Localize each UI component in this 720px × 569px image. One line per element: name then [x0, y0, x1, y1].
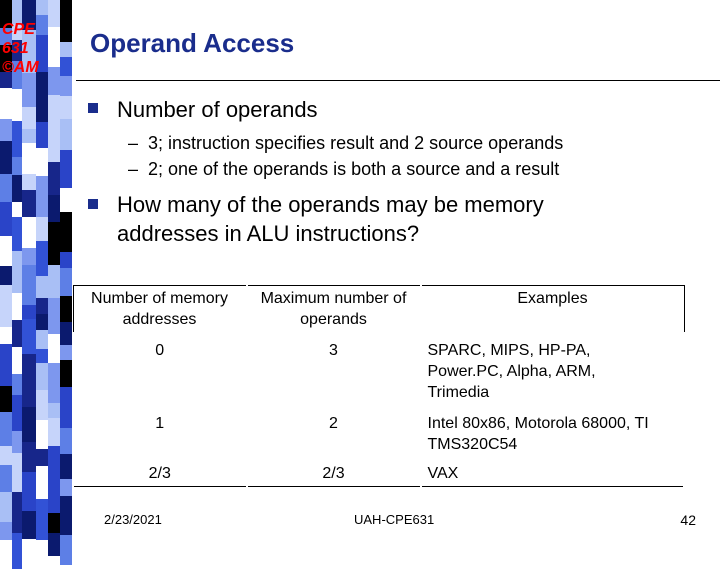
stripe-block [60, 360, 72, 387]
stripe-block [36, 241, 48, 276]
stripe-block [12, 157, 22, 175]
stripe-block [0, 285, 12, 327]
stripe-block [0, 465, 12, 492]
stripe-block [60, 454, 72, 479]
stripe-block [22, 319, 36, 354]
stripe-block [22, 387, 36, 407]
stripe-block [60, 428, 72, 454]
stripe-block [22, 265, 36, 305]
stripe-block [12, 89, 22, 121]
stripe-block [36, 0, 48, 15]
stripe-block [12, 374, 22, 395]
stripe-block [48, 334, 60, 363]
stripe-block [36, 298, 48, 314]
stripe-block [12, 251, 22, 293]
stripe-block [22, 442, 36, 472]
table-row [73, 333, 684, 406]
stripe-block [36, 176, 48, 190]
stripe-block [48, 162, 60, 195]
stripe-block [48, 403, 60, 418]
dash-icon: – [128, 133, 139, 153]
sub-bullet-1 [128, 131, 563, 155]
example-line: Power.PC, Alpha, ARM, [427, 363, 596, 380]
stripe-block [0, 141, 12, 174]
example-line: Trimedia [427, 384, 490, 401]
stripe-block [12, 492, 22, 533]
logo-line-1: CPE [2, 21, 35, 38]
stripe-block [0, 412, 12, 446]
stripe-block [22, 129, 36, 143]
footer-center: UAH-CPE631 [354, 512, 435, 527]
example-line: VAX [427, 465, 459, 482]
stripe-block [0, 386, 12, 412]
stripe-block [36, 190, 48, 217]
operands-table [72, 285, 685, 487]
stripe-block [36, 466, 48, 499]
stripe-block [36, 349, 48, 363]
stripe-block [0, 446, 12, 465]
stripe-block [60, 345, 72, 360]
stripe-block [48, 513, 60, 533]
stripe-block [0, 88, 12, 119]
stripe-block [60, 296, 72, 322]
page-number: 42 [680, 512, 696, 528]
cell-examples [421, 458, 685, 487]
header-max-operands [247, 286, 421, 334]
stripe-block [0, 492, 12, 522]
example-line: Intel 80x86, Motorola 68000, TI [427, 415, 649, 432]
header-examples [421, 286, 685, 334]
stripe-block [36, 449, 48, 466]
stripe-block [22, 107, 36, 129]
stripe-block [12, 121, 22, 157]
stripe-block [60, 212, 72, 252]
stripe-block [36, 90, 48, 122]
stripe-block [12, 533, 22, 569]
stripe-block [60, 76, 72, 96]
stripe-block [12, 395, 22, 431]
table-row [73, 406, 684, 458]
stripe-block [60, 188, 72, 212]
stripe-block [12, 202, 22, 217]
stripe-block [60, 479, 72, 496]
stripe-block [12, 431, 22, 453]
header-memory-line-1: Number of memory [91, 290, 228, 307]
footer-date: 2/23/2021 [104, 512, 162, 527]
logo-line-3: ©AM [2, 59, 39, 76]
sub-bullet-1-text: 3; instruction specifies result and 2 source operands [148, 133, 564, 153]
stripe-block [12, 320, 22, 347]
stripe-block [0, 522, 12, 540]
header-memory-addresses [73, 286, 247, 334]
stripe-block [12, 175, 22, 202]
stripe-block [22, 217, 36, 248]
bullet-2-text-line-2: addresses in ALU instructions? [117, 221, 420, 246]
stripe-block [36, 122, 48, 148]
stripe-block [60, 322, 72, 345]
stripe-block [22, 248, 36, 265]
stripe-block [48, 195, 60, 222]
stripe-block [60, 496, 72, 535]
stripe-block [22, 190, 36, 217]
stripe-block [22, 174, 36, 190]
header-max-line-1: Maximum number of [260, 290, 407, 307]
stripe-block [36, 499, 48, 540]
stripe-block [0, 344, 12, 386]
sub-bullet-2-text: 2; one of the operands is both a source and a result [148, 159, 560, 179]
example-line: TMS320C54 [427, 436, 518, 453]
stripe-block [12, 217, 22, 251]
cell-examples [421, 333, 685, 406]
stripe-block [22, 539, 36, 561]
stripe-block [0, 327, 12, 344]
stripe-block [0, 266, 12, 285]
decorative-stripe [0, 0, 72, 540]
cell-examples [421, 406, 685, 458]
stripe-block [48, 446, 60, 479]
logo-line-2: 631 [2, 40, 29, 57]
stripe-block [48, 222, 60, 265]
stripe-block [22, 511, 36, 539]
stripe-block [48, 95, 60, 132]
stripe-block [36, 363, 48, 390]
stripe-block [60, 119, 72, 150]
stripe-block [36, 276, 48, 298]
stripe-block [12, 293, 22, 320]
stripe-block [60, 252, 72, 268]
stripe-block [22, 73, 36, 107]
stripe-block [48, 418, 60, 446]
header-max-line-2: operands [300, 311, 367, 328]
sub-bullet-2 [128, 157, 559, 181]
cell-max: 2 [247, 406, 421, 458]
stripe-block [22, 407, 36, 426]
stripe-block [12, 453, 22, 492]
stripe-block [48, 363, 60, 403]
stripe-block [60, 96, 72, 119]
stripe-block [22, 472, 36, 511]
stripe-block [48, 533, 60, 556]
stripe-block [48, 265, 60, 298]
example-line: SPARC, MIPS, HP-PA, [427, 342, 591, 359]
dash-icon: – [128, 159, 139, 179]
table-header-row [73, 286, 684, 334]
cell-max: 2/3 [247, 458, 421, 487]
stripe-block [0, 119, 12, 141]
bullet-1-text: Number of operands [117, 97, 318, 122]
stripe-block [60, 268, 72, 296]
header-examples-label: Examples [517, 290, 588, 307]
stripe-block [22, 305, 36, 319]
stripe-block [36, 314, 48, 330]
cell-memory: 1 [73, 406, 247, 458]
stripe-block [36, 420, 48, 449]
bullet-2-text-line-1: How many of the operands may be memory [117, 192, 544, 217]
title-divider [76, 80, 720, 81]
stripe-block [0, 174, 12, 202]
course-logo [0, 20, 72, 77]
bullet-square-icon [88, 199, 98, 209]
stripe-block [36, 390, 48, 420]
stripe-block [22, 354, 36, 387]
cell-memory: 0 [73, 333, 247, 406]
stripe-block [48, 132, 60, 162]
table-row [73, 458, 684, 487]
slide-title: Operand Access [90, 28, 295, 58]
header-memory-line-2: addresses [122, 311, 197, 328]
stripe-block [0, 202, 12, 236]
cell-max: 3 [247, 333, 421, 406]
stripe-block [36, 330, 48, 349]
bullet-square-icon [88, 103, 98, 113]
cell-memory: 2/3 [73, 458, 247, 487]
stripe-block [0, 236, 12, 266]
stripe-block [36, 217, 48, 241]
stripe-block [60, 387, 72, 428]
stripe-block [48, 298, 60, 334]
stripe-block [60, 150, 72, 188]
stripe-block [22, 426, 36, 442]
stripe-block [22, 143, 36, 174]
stripe-block [36, 148, 48, 176]
stripe-block [12, 347, 22, 374]
stripe-block [48, 479, 60, 513]
